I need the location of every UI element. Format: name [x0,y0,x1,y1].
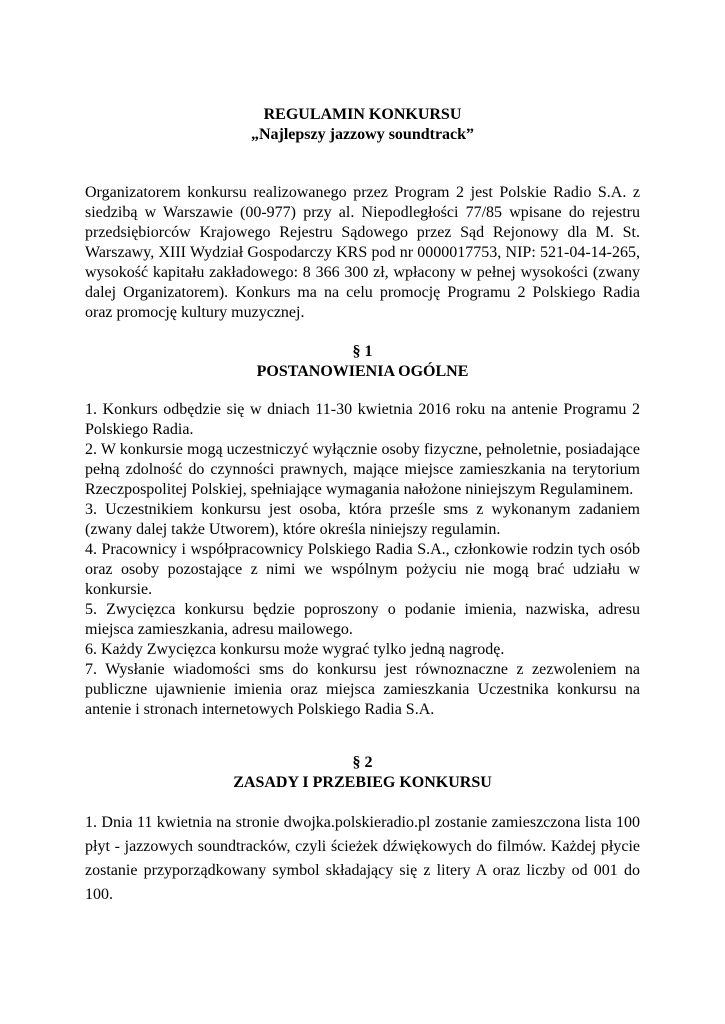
section-1-item-4: 4. Pracownicy i współpracownicy Polskiego Radia S.A., członkowie rodzin tych osób oraz osoby pozostające z nimi we wspólnym pożyciu nie mogą brać udziału w konkursie. [85,541,640,598]
intro-paragraph: Organizatorem konkursu realizowanego przez Program 2 jest Polskie Radio S.A. z siedzibą w Warszawie (00-977) przy al. Niepodległości 77/85 wpisane do rejestru przedsiębiorców Krajowego Rejestru Sądowego przez Sąd Rejonowy dla M. St. Warszawy, XIII Wydział Gospodarczy KRS pod nr 0000017753, NIP: 521-04-14-265, wysokość kapitału zakładowego: 8 366 300 zł, wpłacony w pełnej wysokości (zwany dalej Organizatorem). Konkurs ma na celu promocję Programu 2 Polskiego Radia oraz promocję kultury muzycznej. [85,184,640,321]
intro-block [85,183,640,323]
section-1 [85,342,640,382]
section-1-item-6: 6. Każdy Zwycięzca konkursu może wygrać tylko jedną nagrodę. [85,641,505,658]
section-2 [85,753,640,793]
section-2-heading: ZASADY I PRZEBIEG KONKURSU [233,774,492,791]
section-1-item-7: 7. Wysłanie wiadomości sms do konkursu jest równoznaczne z zezwoleniem na publiczne ujawnienie imienia oraz miejsca zamieszkania Uczestnika konkursu na antenie i stronach internetowych Polskiego Radia S.A. [85,661,640,718]
section-1-item-1: 1. Konkurs odbędzie się w dniach 11-30 kwietnia 2016 roku na antenie Programu 2 Polskiego Radia. [85,401,640,438]
section-1-list [85,400,640,720]
section-1-item-3: 3. Uczestnikiem konkursu jest osoba, która prześle sms z wykonanym zadaniem (zwany dalej także Utworem), które określa niniejszy regulamin. [85,501,640,538]
section-2-number: § 2 [352,754,373,771]
section-1-heading: POSTANOWIENIA OGÓLNE [256,363,469,380]
section-2-list [85,811,640,907]
title-block [85,105,640,145]
section-2-item-1: 1. Dnia 11 kwietnia na stronie dwojka.polskieradio.pl zostanie zamieszczona lista 100 płyt - jazzowych soundtracków, czyli ścieżek dźwiękowych do filmów. Każdej płycie zostanie przyporządkowany symbol składający się z litery A oraz liczby od 001 do 100. [85,814,640,903]
document-subtitle: „Najlepszy jazzowy soundtrack” [250,126,475,143]
section-1-item-2: 2. W konkursie mogą uczestniczyć wyłącznie osoby fizyczne, pełnoletnie, posiadające pełną zdolność do czynności prawnych, mające miejsce zamieszkania na terytorium Rzeczpospolitej Polskiej, spełniające wymagania nałożone niniejszym Regulaminem. [85,441,640,498]
section-1-number: § 1 [352,343,373,360]
document-title: REGULAMIN KONKURSU [263,106,462,123]
section-1-item-5: 5. Zwycięzca konkursu będzie poproszony o podanie imienia, nazwiska, adresu miejsca zamieszkania, adresu mailowego. [85,601,640,638]
